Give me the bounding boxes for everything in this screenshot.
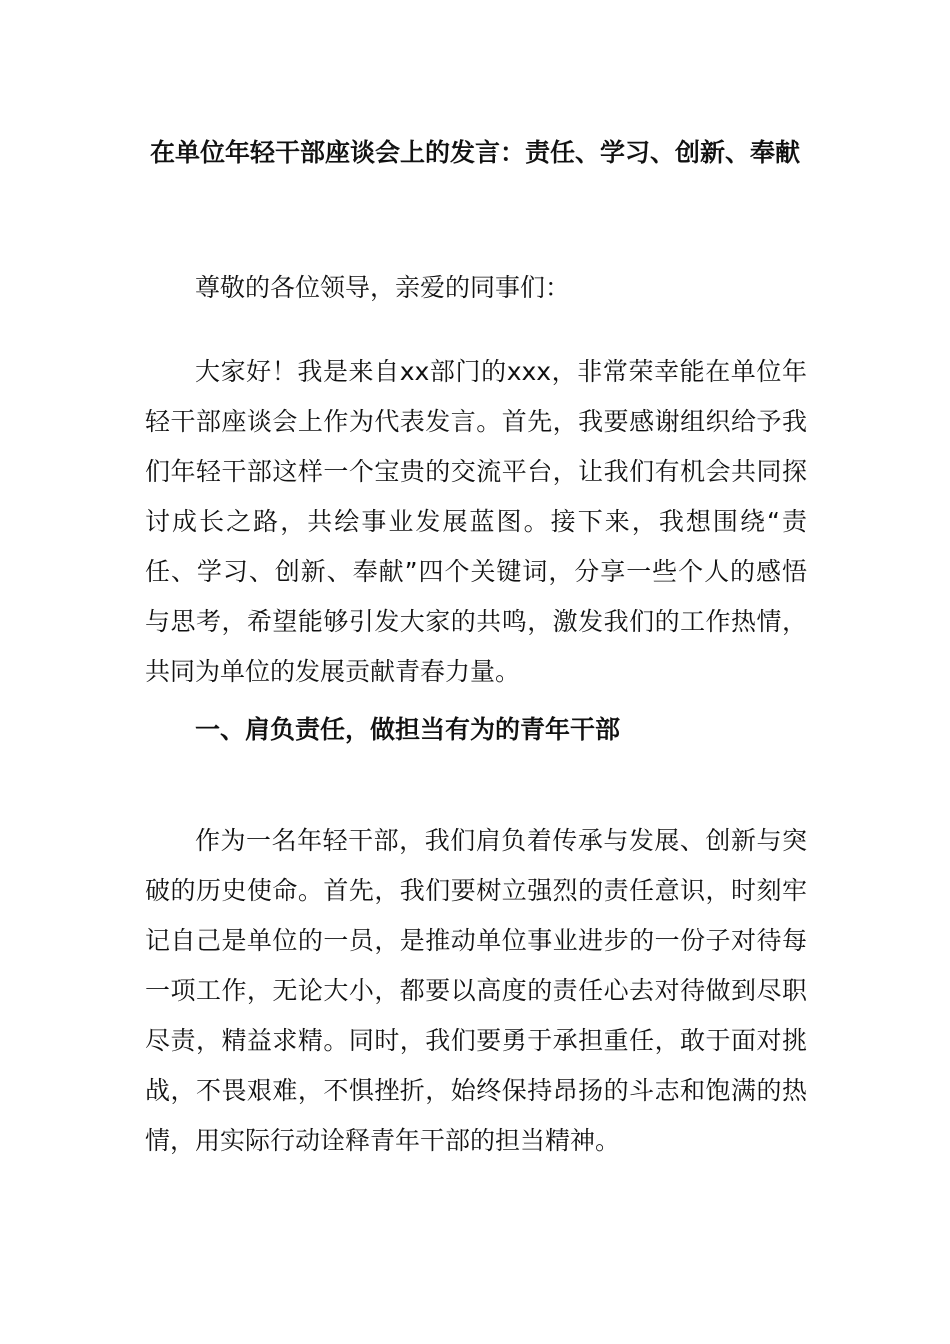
salutation: 尊敬的各位领导，亲爱的同事们：: [195, 273, 571, 302]
document-title: 在单位年轻干部座谈会上的发言：责任、学习、创新、奉献: [149, 138, 800, 167]
intro-paragraph: 大家好！我是来自xx部门的xxx，非常荣幸能在单位年轻干部座谈会上作为代表发言。首先，我要感谢组织给予我们年轻干部这样一个宝贵的交流平台，让我们有机会共同探讨成长之路，共绘事业发展蓝图。接下来，我想围绕“责任、学习、创新、奉献”四个关键词，分享一些个人的感悟与思考，希望能够引发大家的共鸣，激发我们的工作热情，共同为单位的发展贡献青春力量。: [145, 357, 807, 686]
section-heading-1: 一、肩负责任，做担当有为的青年干部: [195, 715, 621, 744]
section-1-paragraph: 作为一名年轻干部，我们肩负着传承与发展、创新与突破的历史使命。首先，我们要树立强烈的责任意识，时刻牢记自己是单位的一员，是推动单位事业进步的一份子对待每一项工作，无论大小，都要以高度的责任心去对待做到尽职尽责，精益求精。同时，我们要勇于承担重任，敢于面对挑战，不畏艰难，不惧挫折，始终保持昂扬的斗志和饱满的热情，用实际行动诠释青年干部的担当精神。: [145, 826, 807, 1155]
